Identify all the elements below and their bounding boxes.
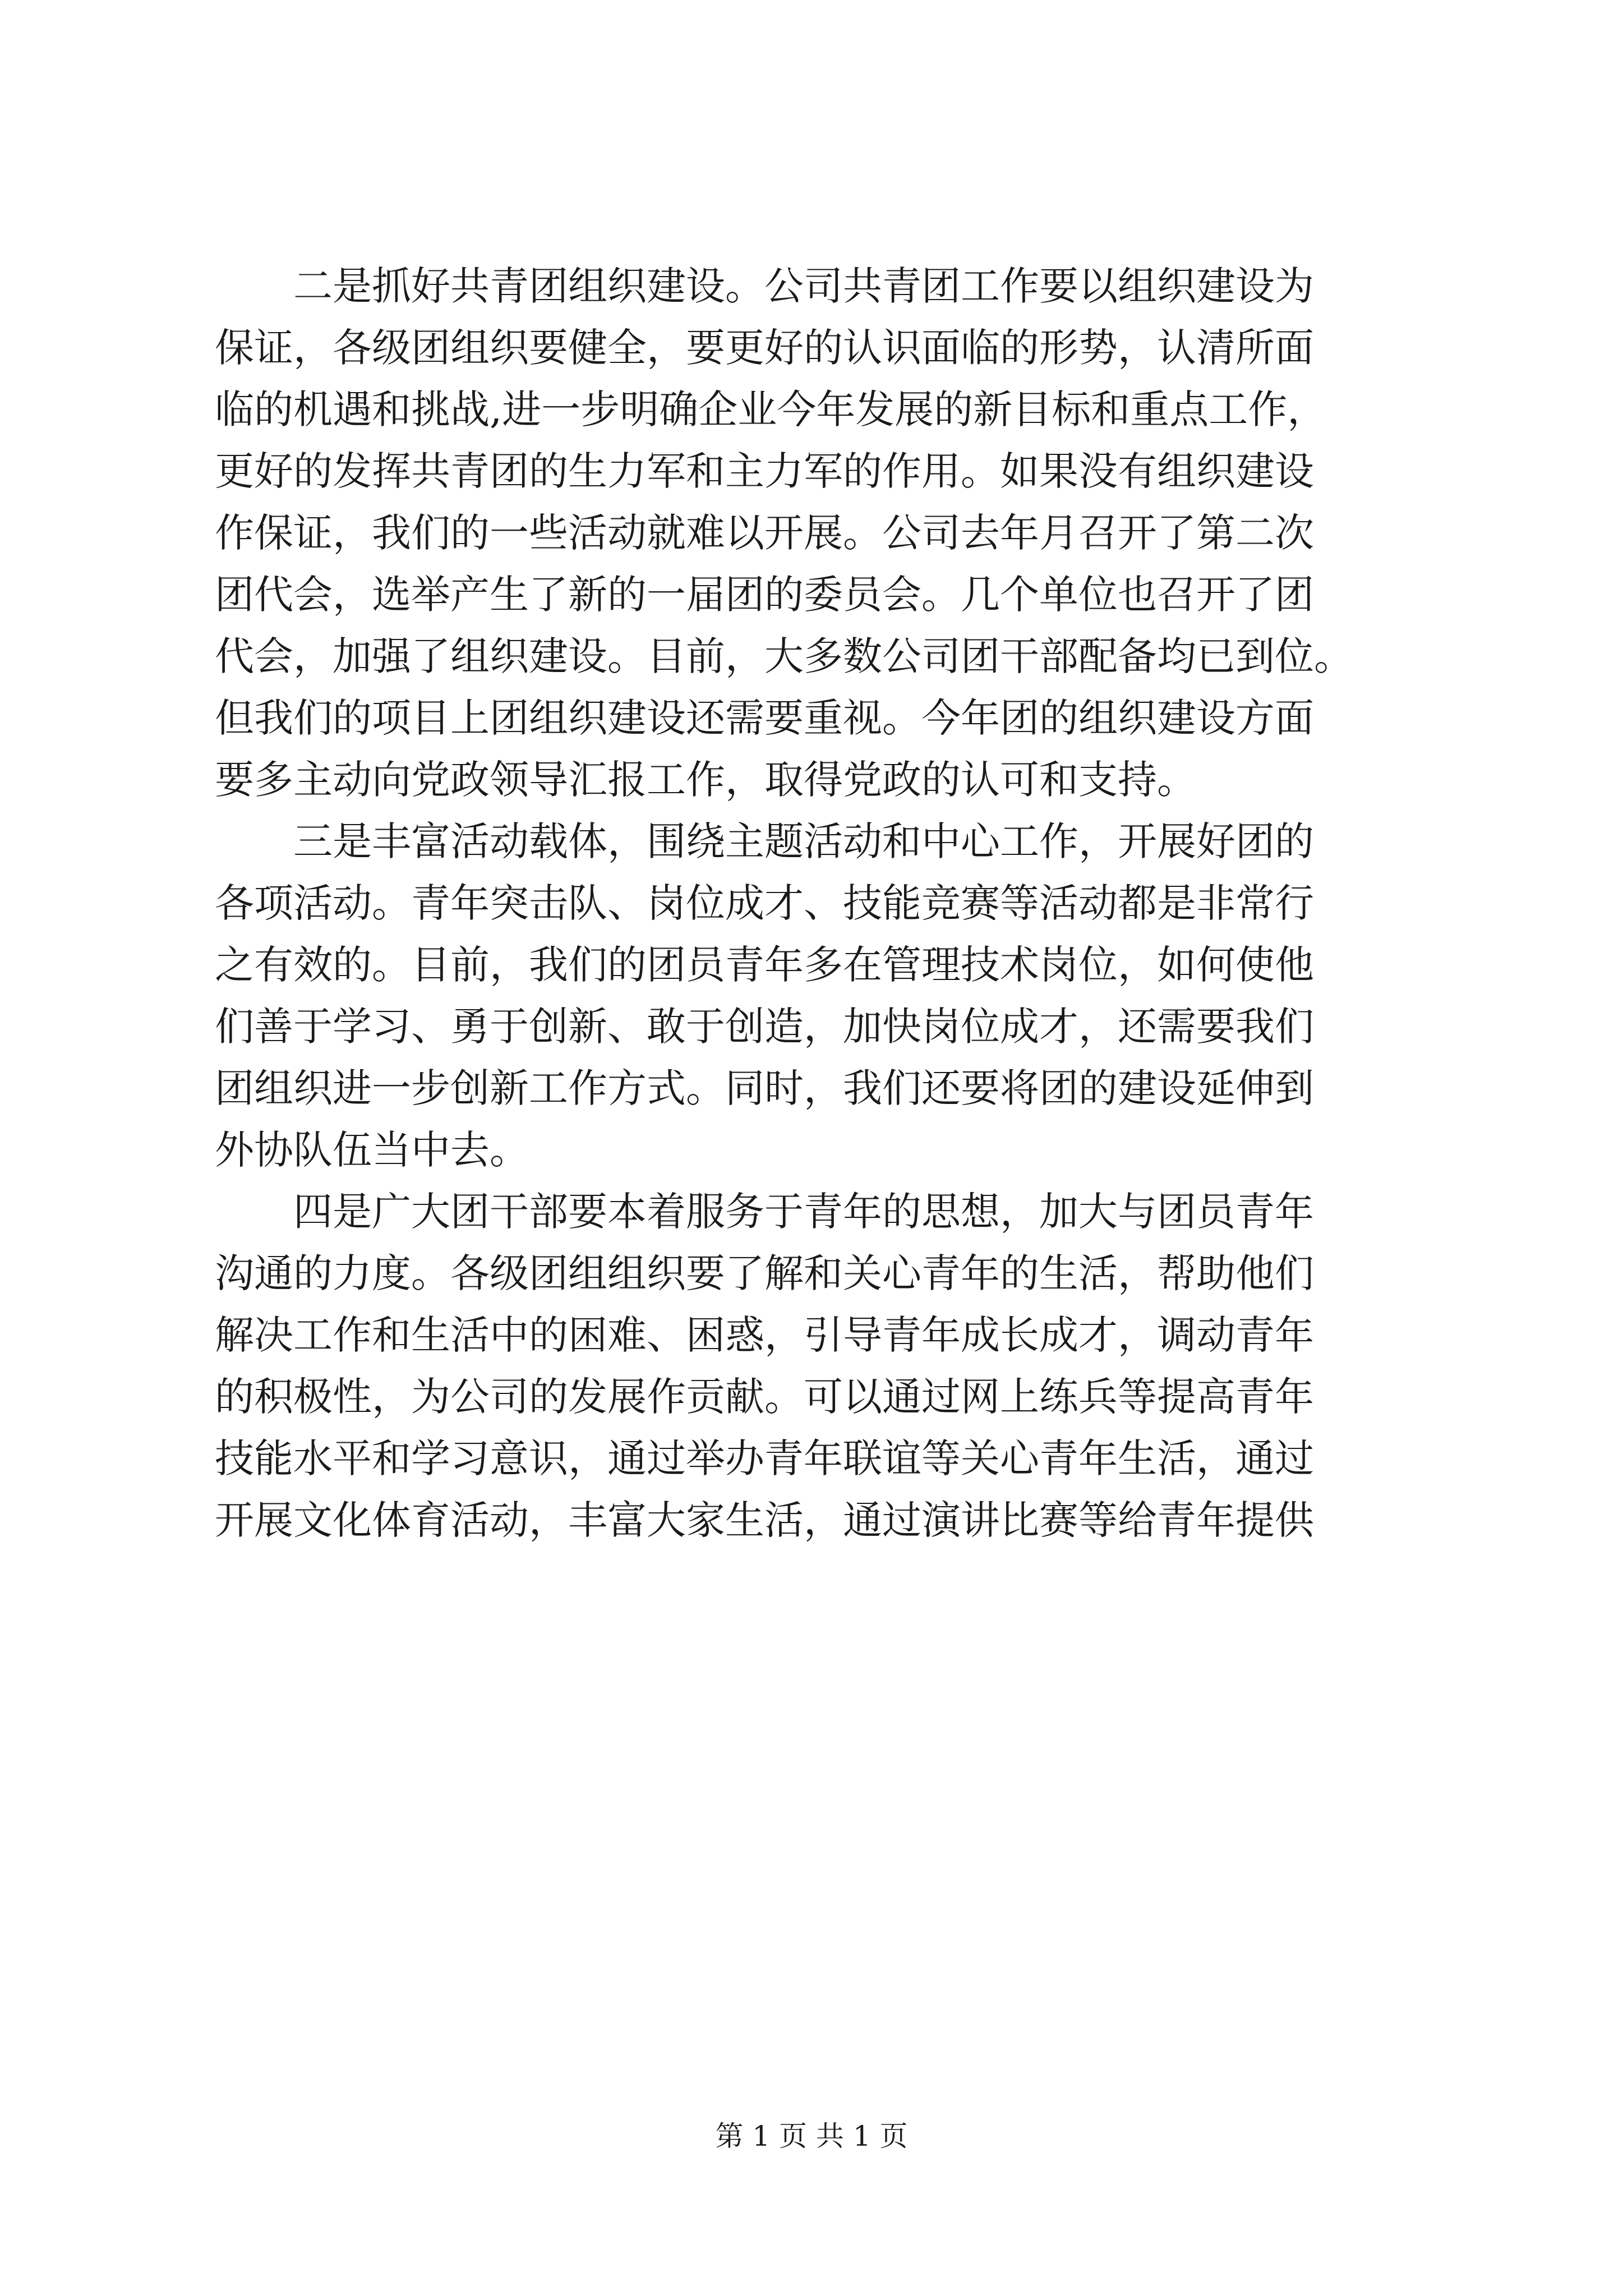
paragraph-3-line-5: 团组织进一步创新工作方式。同时，我们还要将团的建设延伸到 <box>215 1065 1314 1111</box>
paragraph-4-line-1: 四是广大团干部要本着服务于青年的思想，加大与团员青年 <box>293 1189 1314 1235</box>
paragraph-3-line-1: 三是丰富活动载体，围绕主题活动和中心工作，开展好团的 <box>293 818 1314 864</box>
paragraph-2-line-5: 作保证，我们的一些活动就难以开展。公司去年月召开了第二次 <box>215 510 1314 556</box>
paragraph-3-line-4: 们善于学习、勇于创新、敢于创造，加快岗位成才，还需要我们 <box>215 1004 1314 1050</box>
paragraph-2-line-9: 要多主动向党政领导汇报工作，取得党政的认可和支持。 <box>215 757 1196 803</box>
paragraph-2-line-2: 保证，各级团组织要健全，要更好的认识面临的形势，认清所面 <box>215 325 1314 371</box>
paragraph-3-line-3: 之有效的。目前，我们的团员青年多在管理技术岗位，如何使他 <box>215 942 1314 988</box>
paragraph-4-line-6: 开展文化体育活动，丰富大家生活，通过演讲比赛等给青年提供 <box>215 1497 1314 1543</box>
paragraph-4-line-4: 的积极性，为公司的发展作贡献。可以通过网上练兵等提高青年 <box>215 1374 1314 1420</box>
paragraph-2-line-3: 临的机遇和挑战,进一步明确企业今年发展的新目标和重点工作， <box>215 386 1327 432</box>
paragraph-2-line-8: 但我们的项目上团组织建设还需要重视。今年团的组织建设方面 <box>215 695 1314 741</box>
page-footer <box>0 2119 1623 2153</box>
paragraph-2-line-6: 团代会，选举产生了新的一届团的委员会。几个单位也召开了团 <box>215 572 1314 618</box>
paragraph-3-line-6: 外协队伍当中去。 <box>215 1127 529 1173</box>
paragraph-3-line-2: 各项活动。青年突击队、岗位成才、技能竞赛等活动都是非常行 <box>215 880 1314 926</box>
document-body <box>215 255 1432 1551</box>
paragraph-2-line-4: 更好的发挥共青团的生力军和主力军的作用。如果没有组织建设 <box>215 448 1314 494</box>
paragraph-4-line-2: 沟通的力度。各级团组组织要了解和关心青年的生活，帮助他们 <box>215 1250 1314 1296</box>
paragraph-2-line-1: 二是抓好共青团组织建设。公司共青团工作要以组织建设为 <box>293 263 1314 309</box>
paragraph-2-line-7: 代会，加强了组织建设。目前，大多数公司团干部配备均已到位。 <box>215 633 1353 679</box>
page-number-label: 第 1 页 共 1 页 <box>715 2120 908 2152</box>
paragraph-4-line-3: 解决工作和生活中的困难、困惑，引导青年成长成才，调动青年 <box>215 1312 1314 1358</box>
paragraph-4-line-5: 技能水平和学习意识，通过举办青年联谊等关心青年生活，通过 <box>215 1435 1314 1481</box>
